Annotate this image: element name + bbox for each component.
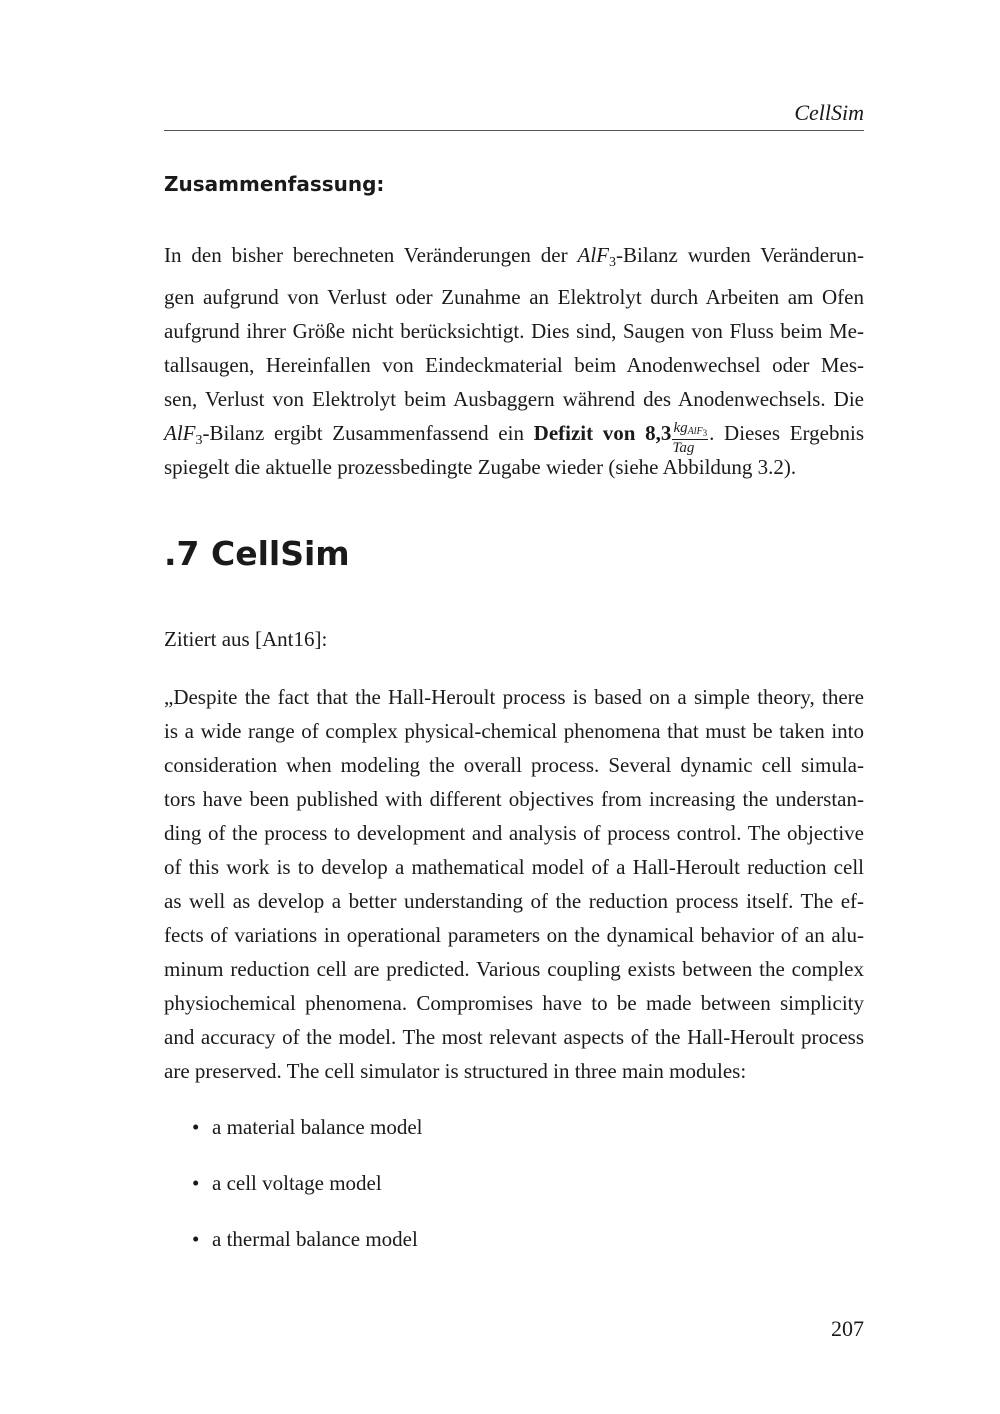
running-header-title: CellSim bbox=[794, 100, 864, 125]
summary-line: In den bisher berechneten Veränderungen der AlF$_3$-Bilanz wurden Veränderun- bbox=[164, 243, 865, 270]
unit-fraction: $\frac{kg_{AlF_3}}{\text{Tag}}$ bbox=[672, 420, 708, 456]
section-title: .7 CellSim bbox=[164, 534, 350, 573]
quote-line: „Despite the fact that the Hall-Heroult process is based on a simple theory, there bbox=[164, 685, 864, 709]
header-rule bbox=[164, 130, 864, 131]
deficit-value: Defizit von 8,3 bbox=[533, 421, 672, 445]
list-item: • a material balance model bbox=[192, 1110, 792, 1166]
summary-line: AlF$_3$-Bilanz ergibt Zusammenfassend ein Defizit von 8,3 $\frac{kg_{AlF_3}}{\text{Tag}}$ . Dieses Ergebnis bbox=[164, 420, 865, 456]
quote-line: are preserved. The cell simulator is structured in three main modules: bbox=[164, 1059, 747, 1083]
list-item: • a thermal balance model bbox=[192, 1222, 792, 1278]
page-number: 207 bbox=[831, 1316, 864, 1341]
summary-line: spiegelt die aktuelle prozessbedingte Zugabe wieder (siehe Abbildung 3.2). bbox=[164, 455, 797, 479]
quote-line: as well as develop a better understanding of the reduction process itself. The ef- bbox=[164, 889, 864, 913]
bullet-icon: • bbox=[192, 1171, 200, 1195]
quote-line: ding of the process to development and analysis of process control. The objective bbox=[164, 821, 864, 845]
summary-line: gen aufgrund von Verlust oder Zunahme an Elektrolyt durch Arbeiten am Ofen bbox=[164, 285, 864, 309]
alf3-formula: AlF$_3$ bbox=[577, 243, 617, 270]
quote-line: of this work is to develop a mathematical model of a Hall-Heroult reduction cell bbox=[164, 855, 864, 879]
quote-line: is a wide range of complex physical-chemical phenomena that must be taken into bbox=[164, 719, 864, 743]
summary-heading: Zusammenfassung: bbox=[164, 172, 385, 196]
quote-line: and accuracy of the model. The most relevant aspects of the Hall-Heroult process bbox=[164, 1025, 864, 1049]
quote-line: tors have been published with different objectives from increasing the understan- bbox=[164, 787, 864, 811]
quote-paragraph bbox=[164, 680, 864, 1088]
quote-line: consideration when modeling the overall process. Several dynamic cell simula- bbox=[164, 753, 864, 777]
list-item: • a cell voltage model bbox=[192, 1166, 792, 1222]
summary-line: sen, Verlust von Elektrolyt beim Ausbaggern während des Anodenwechsels. Die bbox=[164, 387, 864, 411]
alf3-formula: AlF$_3$ bbox=[164, 421, 203, 448]
quote-line: physiochemical phenomena. Compromises have to be made between simplicity bbox=[164, 991, 864, 1015]
bullet-icon: • bbox=[192, 1227, 200, 1251]
bullet-icon: • bbox=[192, 1115, 200, 1139]
summary-paragraph bbox=[164, 238, 864, 484]
quote-line: minum reduction cell are predicted. Various coupling exists between the complex bbox=[164, 957, 864, 981]
quote-line: fects of variations in operational parameters on the dynamical behavior of an alu- bbox=[164, 923, 864, 947]
summary-line: aufgrund ihrer Größe nicht berücksichtigt. Dies sind, Saugen von Fluss beim Me- bbox=[164, 319, 864, 343]
citation-intro: Zitiert aus [Ant16]: bbox=[164, 627, 328, 651]
summary-line: tallsaugen, Hereinfallen von Eindeckmaterial beim Anodenwechsel oder Mes- bbox=[164, 353, 864, 377]
module-list bbox=[192, 1110, 792, 1278]
